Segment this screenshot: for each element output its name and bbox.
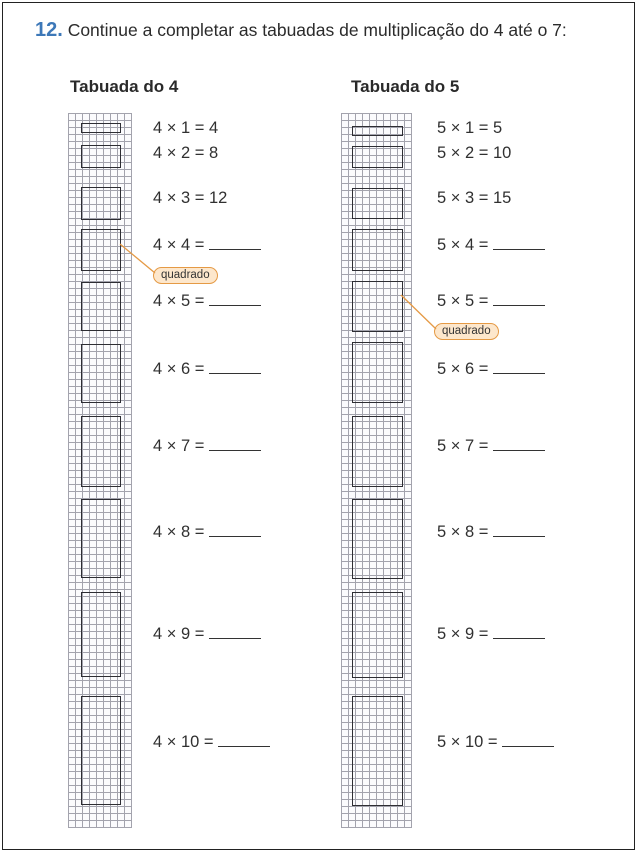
multiplication-expression: 4 × 6 =: [153, 360, 209, 378]
callout-leader-lines: [3, 3, 634, 849]
multiplication-expression: 5 × 5 =: [437, 292, 493, 310]
multiplication-expression: 5 × 7 =: [437, 437, 493, 455]
multiplication-expression: 4 × 7 =: [153, 437, 209, 455]
multiplication-expression: 4 × 4 =: [153, 236, 209, 254]
exercise-number: 12.: [35, 19, 63, 41]
multiplication-expression: 4 × 2 =: [153, 144, 209, 162]
multiplication-expression: 4 × 5 =: [153, 292, 209, 310]
table-4-callout: quadrado: [153, 267, 218, 284]
multiplication-expression: 4 × 3 =: [153, 189, 209, 207]
table-4-callout-line: [120, 244, 155, 273]
exercise-instruction: Continue a completar as tabuadas de multiplicação do 4 até o 7:: [67, 20, 567, 40]
multiplication-expression: 5 × 8 =: [437, 523, 493, 541]
product-answer: 12: [208, 189, 228, 207]
multiplication-expression: 5 × 2 =: [437, 144, 493, 162]
multiplication-expression: 5 × 9 =: [437, 625, 493, 643]
multiplication-expression: 4 × 8 =: [153, 523, 209, 541]
table-5-callout: quadrado: [434, 323, 499, 340]
product-answer: 8: [208, 144, 219, 162]
multiplication-expression: 5 × 3 =: [437, 189, 493, 207]
table-5-callout-line: [401, 295, 436, 329]
worksheet-page: [2, 2, 635, 850]
table-5-title: Tabuada do 5: [351, 77, 460, 96]
multiplication-expression: 5 × 1 =: [437, 119, 493, 137]
multiplication-expression: 5 × 4 =: [437, 236, 493, 254]
product-answer: 10: [492, 144, 512, 162]
multiplication-expression: 4 × 10 =: [153, 733, 219, 751]
multiplication-expression: 4 × 9 =: [153, 625, 209, 643]
product-answer: 5: [492, 119, 503, 137]
product-answer: 15: [492, 189, 512, 207]
multiplication-expression: 4 × 1 =: [153, 119, 209, 137]
product-answer: 4: [208, 119, 219, 137]
multiplication-expression: 5 × 6 =: [437, 360, 493, 378]
table-4-title: Tabuada do 4: [70, 77, 179, 96]
multiplication-expression: 5 × 10 =: [437, 733, 503, 751]
